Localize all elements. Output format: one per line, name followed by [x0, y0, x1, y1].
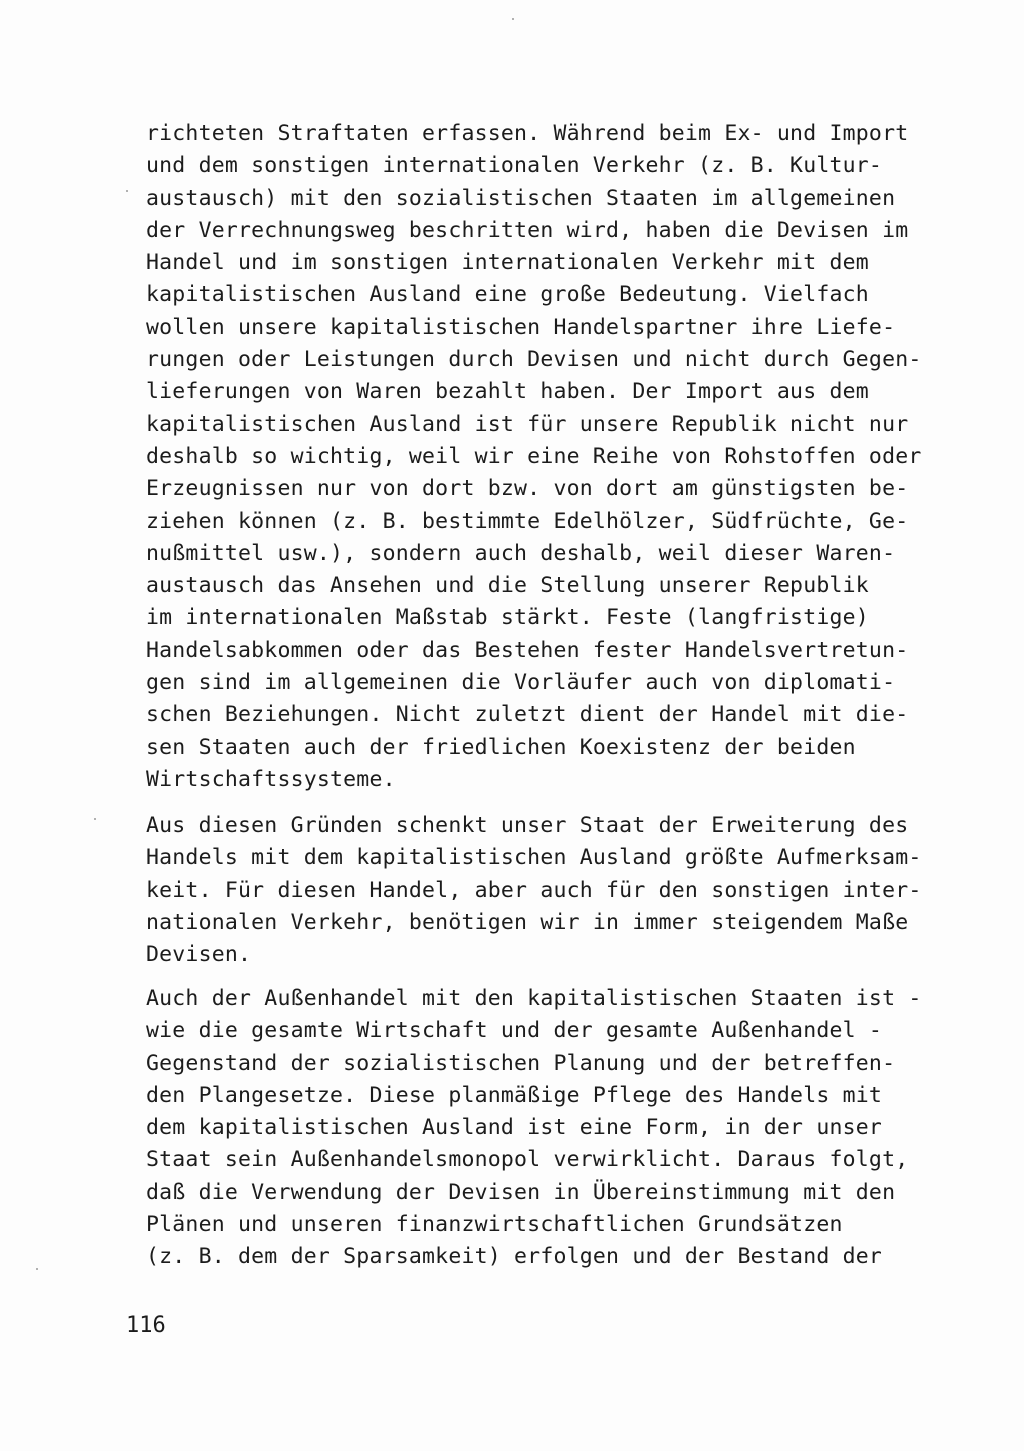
text-line: Handels mit dem kapitalistischen Ausland größte Aufmerksam-: [146, 845, 922, 871]
text-line: deshalb so wichtig, weil wir eine Reihe von Rohstoffen oder: [146, 443, 922, 469]
scan-speck: [94, 818, 96, 820]
text-line: Staat sein Außenhandelsmonopol verwirklicht. Daraus folgt,: [146, 1147, 909, 1173]
text-line: schen Beziehungen. Nicht zuletzt dient der Handel mit die-: [146, 702, 909, 728]
text-line: richteten Straftaten erfassen. Während beim Ex- und Import: [146, 121, 909, 146]
text-line: Handelsabkommen oder das Bestehen fester Handelsvertretun-: [146, 637, 909, 663]
text-line: austausch) mit den sozialistischen Staaten im allgemeinen: [146, 185, 896, 211]
paragraph-2: [146, 810, 946, 971]
text-line: wie die gesamte Wirtschaft und der gesamte Außenhandel -: [146, 1018, 883, 1044]
text-line: gen sind im allgemeinen die Vorläufer auch von diplomati-: [146, 670, 896, 696]
page-number: 116: [126, 1313, 166, 1338]
text-line: Handel und im sonstigen internationalen Verkehr mit dem: [146, 250, 869, 276]
text-line: lieferungen von Waren bezahlt haben. Der Import aus dem: [146, 379, 869, 405]
text-line: Plänen und unseren finanzwirtschaftlichen Grundsätzen: [146, 1212, 843, 1238]
text-line: nußmittel usw.), sondern auch deshalb, weil dieser Waren-: [146, 540, 896, 566]
text-line: Aus diesen Gründen schenkt unser Staat der Erweiterung des: [146, 813, 909, 838]
text-line: und dem sonstigen internationalen Verkehr (z. B. Kultur-: [146, 153, 883, 179]
text-line: kapitalistischen Ausland eine große Bedeutung. Vielfach: [146, 282, 869, 308]
text-line: Devisen.: [146, 942, 252, 968]
text-line: nationalen Verkehr, benötigen wir in immer steigendem Maße: [146, 909, 909, 935]
text-line: kapitalistischen Ausland ist für unsere Republik nicht nur: [146, 411, 909, 437]
text-line: dem kapitalistischen Ausland ist eine Form, in der unser: [146, 1115, 883, 1141]
text-line: Wirtschaftssysteme.: [146, 766, 396, 792]
text-line: daß die Verwendung der Devisen in Übereinstimmung mit den: [146, 1179, 896, 1205]
text-line: sen Staaten auch der friedlichen Koexistenz der beiden: [146, 734, 856, 760]
text-line: den Plangesetze. Diese planmäßige Pflege des Handels mit: [146, 1082, 883, 1108]
text-line: austausch das Ansehen und die Stellung unserer Republik: [146, 573, 869, 599]
text-line: im internationalen Maßstab stärkt. Feste (langfristige): [146, 605, 869, 631]
text-line: (z. B. dem der Sparsamkeit) erfolgen und der Bestand der: [146, 1244, 883, 1270]
text-line: keit. Für diesen Handel, aber auch für den sonstigen inter-: [146, 877, 922, 903]
scan-speck: [512, 18, 514, 20]
text-line: ziehen können (z. B. bestimmte Edelhölzer, Südfrüchte, Ge-: [146, 508, 909, 534]
text-line: Gegenstand der sozialistischen Planung und der betreffen-: [146, 1050, 896, 1076]
scan-speck: [36, 1268, 38, 1270]
text-line: der Verrechnungsweg beschritten wird, haben die Devisen im: [146, 217, 909, 243]
paragraph-3: [146, 983, 946, 1274]
text-line: wollen unsere kapitalistischen Handelspartner ihre Liefe-: [146, 314, 896, 340]
text-line: Erzeugnissen nur von dort bzw. von dort am günstigsten be-: [146, 476, 909, 502]
paragraph-1: [146, 118, 946, 796]
text-line: Auch der Außenhandel mit den kapitalistischen Staaten ist -: [146, 986, 922, 1011]
scan-speck: [126, 190, 128, 192]
text-line: rungen oder Leistungen durch Devisen und nicht durch Gegen-: [146, 347, 922, 373]
